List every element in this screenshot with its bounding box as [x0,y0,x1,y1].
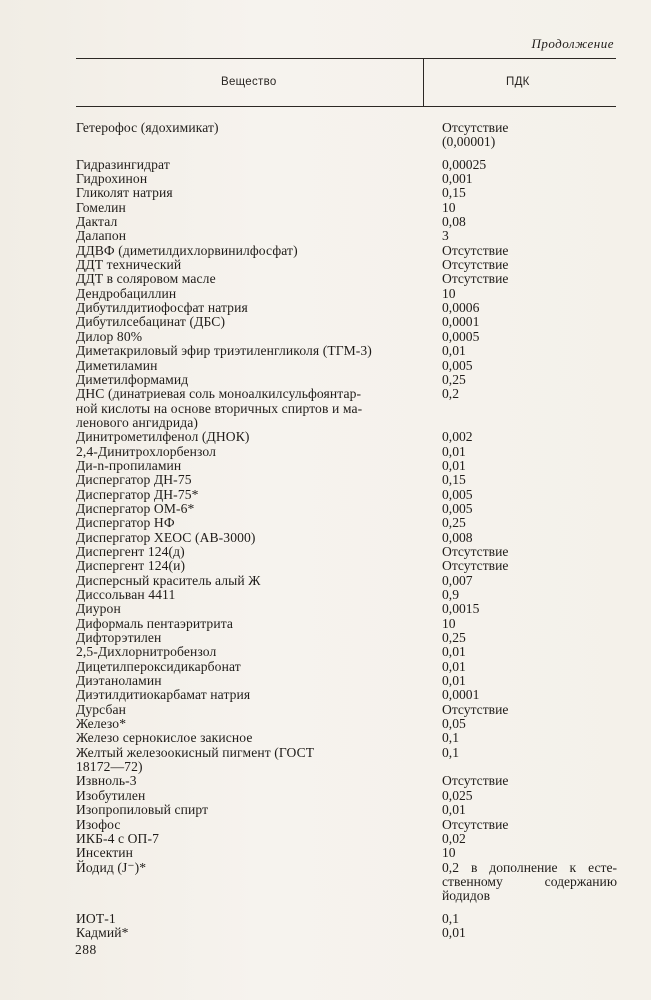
pdk-value: 3 [442,228,449,244]
substance-name: ДДВФ (диметилдихлорвинилфосфат) [76,242,298,258]
table-row [76,688,616,702]
table-row [76,545,616,559]
substance-name: Гидрохинон [76,171,148,187]
table-row [76,617,616,631]
table-row [76,244,616,258]
substance-name: Динитрометилфенол (ДНОК) [76,429,250,445]
substance-name: Диурон [76,601,121,617]
substance-name: Диспергатор ОМ-6* [76,500,195,516]
substance-name: Диспергатор ДН-75 [76,472,192,488]
pdk-value: 0,25 [442,515,466,531]
pdk-value: Отсутствие [442,773,509,789]
pdk-value: 0,0015 [442,601,480,617]
substance-name: Диспергент 124(и) [76,558,186,574]
pdk-value: 0,01 [442,644,466,660]
substance-name: Диэтилдитиокарбамат натрия [76,687,251,703]
table-row [76,359,616,373]
substance-name: Кадмий* [76,924,129,940]
pdk-value: 0,1 [442,910,459,926]
substance-name: 2,4-Динитрохлорбензол [76,443,216,459]
pdk-value: 0,08 [442,214,466,230]
pdk-value: Отсутствие [442,543,509,559]
pdk-value: Отсутствие [442,257,509,273]
substance-name: Диметакриловый эфир триэтиленгликоля (ТГМ-3) [76,343,372,359]
substance-name: ИКБ-4 с ОП-7 [76,830,160,846]
pdk-value: 0,2 в дополнение к есте- ственному содержанию йодидов [442,859,617,904]
table-row [76,258,616,272]
substance-name: Диформаль пентаэритрита [76,615,234,631]
pdk-value: 0,00025 [442,156,487,172]
table-row [76,387,616,430]
pdk-value: 0,008 [442,529,473,545]
table-row [76,803,616,817]
substance-name: 2,5-Дихлорнитробензол [76,644,217,660]
substance-name: Дактал [76,214,118,230]
table-row [76,373,616,387]
pdk-value: 0,001 [442,171,473,187]
pdk-value: 10 [442,199,456,215]
substance-name: Гликолят натрия [76,185,173,201]
pdk-value: 0,005 [442,486,473,502]
table-header-divider [423,58,424,106]
substance-name: Диспергатор ДН-75* [76,486,199,502]
page-number: 288 [75,942,97,957]
substance-name: Диспергатор ХЕОС (АВ-3000) [76,529,256,545]
substance-name: ДДТ технический [76,257,182,273]
substance-name: Железо* [76,716,127,732]
table-row [76,846,616,860]
table-row [76,186,616,200]
pdk-value: 10 [442,845,456,861]
table-row [76,789,616,803]
substance-name: Гомелин [76,199,126,215]
table-row [76,574,616,588]
pdk-value: 10 [442,615,456,631]
substance-name: ДНС (динатриевая соль моноалкилсульфоянтар- ной кислоты на основе вторичных спиртов и ма- ленового ангидрида) [76,386,363,430]
pdk-value: 0,01 [442,802,466,818]
substance-name: Дибутилдитиофосфат натрия [76,300,248,316]
pdk-value: 0,0001 [442,314,480,330]
table-row [76,703,616,717]
table-row [76,272,616,286]
pdk-value: 0,01 [442,658,466,674]
pdk-value: 0,005 [442,357,473,373]
table-row [76,459,616,473]
table-row [76,344,616,358]
table-row [76,631,616,645]
table-row [76,201,616,215]
pdk-value: 0,025 [442,787,473,803]
table-row [76,588,616,602]
column-header-substance: Вещество [221,76,277,88]
table-row [76,330,616,344]
table-row [76,215,616,229]
pdk-value: 0,2 [442,386,459,402]
table-row [76,559,616,573]
substance-name: Желтый железоокисный пигмент (ГОСТ 18172—72) [76,744,315,775]
pdk-value: 0,02 [442,830,466,846]
substance-name: Диметиламин [76,357,158,373]
pdk-value: 0,0006 [442,300,480,316]
substance-name: ДДТ в соляровом масле [76,271,216,287]
substance-name: Ди-n-пропиламин [76,457,182,473]
table-row [76,430,616,444]
substance-name: Дендробациллин [76,285,177,301]
pdk-value: 0,0001 [442,687,480,703]
pdk-value: 0,15 [442,472,466,488]
substance-name: Диэтаноламин [76,673,162,689]
substance-name: Дисперсный краситель алый Ж [76,572,261,588]
table-row [76,229,616,243]
table-row [76,516,616,530]
substance-name: Изофос [76,816,121,832]
table-row [76,861,616,904]
table-row [76,912,616,926]
table-row [76,645,616,659]
substance-name: Извноль-3 [76,773,137,789]
substance-name: Диметилформамид [76,371,189,387]
substance-name: Диспергент 124(д) [76,543,185,559]
table-top-rule [76,58,616,59]
pdk-value: 0,05 [442,716,466,732]
substance-name: Диспергатор НФ [76,515,175,531]
table-row [76,121,616,150]
substance-name: Дилор 80% [76,328,143,344]
pdk-value: Отсутствие [442,558,509,574]
table-row [76,301,616,315]
substance-name: Йодид (J⁻)* [76,859,147,875]
substance-name: Изопропиловый спирт [76,802,209,818]
pdk-value: Отсутствие [442,271,509,287]
table-row [76,731,616,745]
table-row [76,315,616,329]
table-row [76,287,616,301]
table-row [76,172,616,186]
pdk-value: 0,01 [442,343,466,359]
column-header-pdk: ПДК [506,76,530,88]
pdk-value: Отсутствие [442,701,509,717]
substance-name: Дифторэтилен [76,630,162,646]
table-row [76,746,616,775]
table-row [76,832,616,846]
pdk-value: 0,1 [442,744,459,760]
table-row [76,502,616,516]
substance-name: Дибутилсебацинат (ДБС) [76,314,226,330]
table-row [76,818,616,832]
substance-name: Гетерофос (ядохимикат) [76,120,219,135]
pdk-value: 0,25 [442,630,466,646]
table-row [76,717,616,731]
pdk-value: 0,007 [442,572,473,588]
pdk-value: 0,9 [442,587,459,603]
pdk-value: 0,01 [442,924,466,940]
table-row [76,602,616,616]
pdk-value: 0,01 [442,457,466,473]
pdk-value: 10 [442,285,456,301]
substance-name: Дицетилпероксидикарбонат [76,658,241,674]
continuation-label: Продолжение [531,36,614,51]
substance-name: Железо сернокислое закисное [76,730,253,746]
substance-name: Изобутилен [76,787,146,803]
pdk-value: 0,005 [442,500,473,516]
table-header-rule [76,106,616,107]
pdk-value: 0,25 [442,371,466,387]
substance-table-body [76,121,616,940]
pdk-value: 0,15 [442,185,466,201]
substance-name: Диссольван 4411 [76,587,176,603]
table-row [76,473,616,487]
table-row [76,774,616,788]
substance-name: ИОТ-1 [76,910,116,926]
pdk-value: Отсутствие (0,00001) [442,120,509,150]
table-row [76,158,616,172]
pdk-value: 0,0005 [442,328,480,344]
substance-name: Далапон [76,228,127,244]
pdk-value: Отсутствие [442,242,509,258]
table-row [76,674,616,688]
table-row [76,926,616,940]
table-row [76,660,616,674]
pdk-value: 0,01 [442,673,466,689]
table-row [76,531,616,545]
pdk-value: 0,01 [442,443,466,459]
table-row [76,488,616,502]
pdk-value: Отсутствие [442,816,509,832]
pdk-value: 0,1 [442,730,459,746]
substance-name: Гидразингидрат [76,156,170,172]
substance-name: Инсектин [76,845,134,861]
pdk-value: 0,002 [442,429,473,445]
substance-name: Дурсбан [76,701,126,717]
table-row [76,445,616,459]
